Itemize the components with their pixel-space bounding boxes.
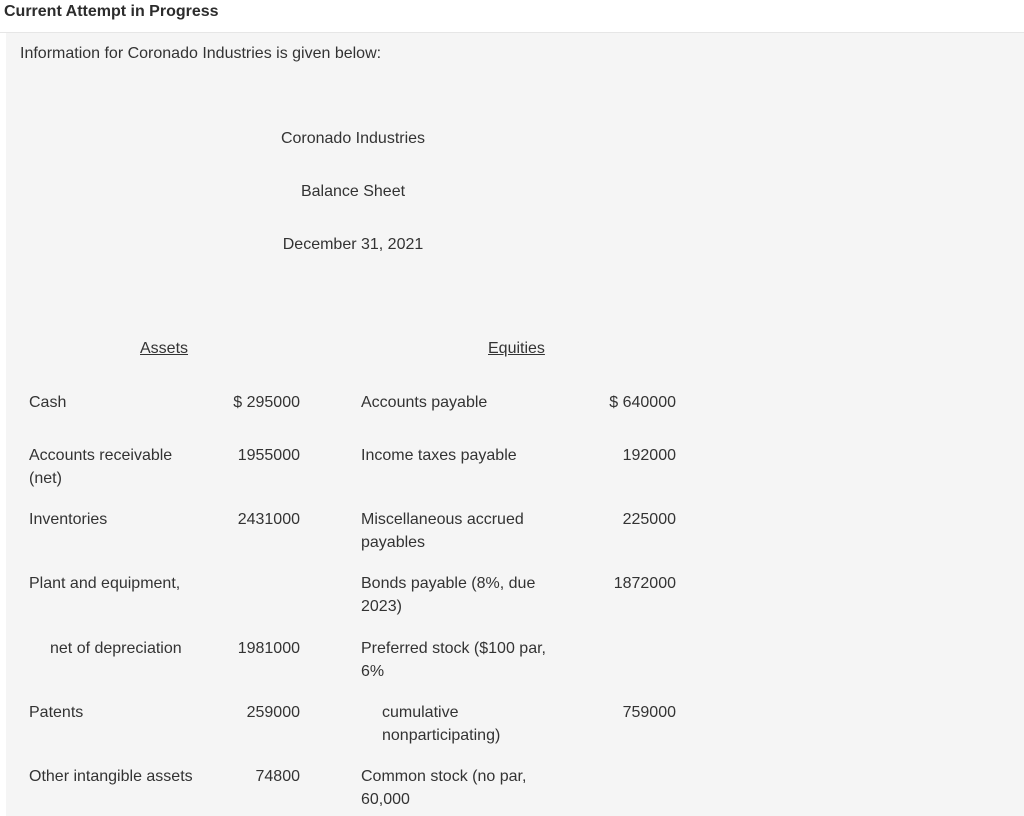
equity-label: Bonds payable (8%, due 2023) bbox=[361, 575, 536, 615]
assets-header: Assets bbox=[140, 340, 189, 357]
asset-value: 1955000 bbox=[237, 447, 300, 464]
equity-label: Accounts payable bbox=[361, 394, 488, 411]
asset-value: 74800 bbox=[255, 768, 300, 785]
attempt-status-title: Current Attempt in Progress bbox=[4, 3, 219, 20]
equity-value: $ 640000 bbox=[609, 394, 676, 411]
asset-label: Cash bbox=[29, 394, 67, 411]
question-intro: Information for Coronado Industries is given below: bbox=[20, 45, 382, 62]
equity-value: 759000 bbox=[622, 704, 676, 721]
asset-label: Inventories bbox=[29, 511, 108, 528]
statement-title: Balance Sheet bbox=[300, 183, 406, 200]
asset-label: Patents bbox=[29, 704, 84, 721]
question-panel bbox=[6, 33, 1024, 816]
equity-label: Common stock (no par, 60,000 bbox=[361, 768, 527, 808]
asset-value: 259000 bbox=[246, 704, 300, 721]
equity-label: Miscellaneous accrued payables bbox=[361, 511, 524, 551]
statement-date: December 31, 2021 bbox=[282, 236, 424, 253]
top-bar bbox=[0, 0, 1024, 33]
equity-label: cumulative nonparticipating) bbox=[382, 704, 501, 744]
asset-label: Plant and equipment, bbox=[29, 575, 181, 592]
equities-header: Equities bbox=[488, 340, 545, 357]
asset-label: Accounts receivable (net) bbox=[29, 447, 173, 487]
equity-label: Preferred stock ($100 par, 6% bbox=[361, 640, 546, 680]
equity-value: 1872000 bbox=[613, 575, 676, 592]
asset-value: 1981000 bbox=[237, 640, 300, 657]
asset-label: Other intangible assets bbox=[29, 768, 193, 785]
equity-value: 225000 bbox=[622, 511, 676, 528]
company-name: Coronado Industries bbox=[280, 130, 426, 147]
asset-value: $ 295000 bbox=[233, 394, 300, 411]
equity-label: Income taxes payable bbox=[361, 447, 517, 464]
asset-label: net of depreciation bbox=[50, 640, 182, 657]
equity-value: 192000 bbox=[622, 447, 676, 464]
asset-value: 2431000 bbox=[237, 511, 300, 528]
